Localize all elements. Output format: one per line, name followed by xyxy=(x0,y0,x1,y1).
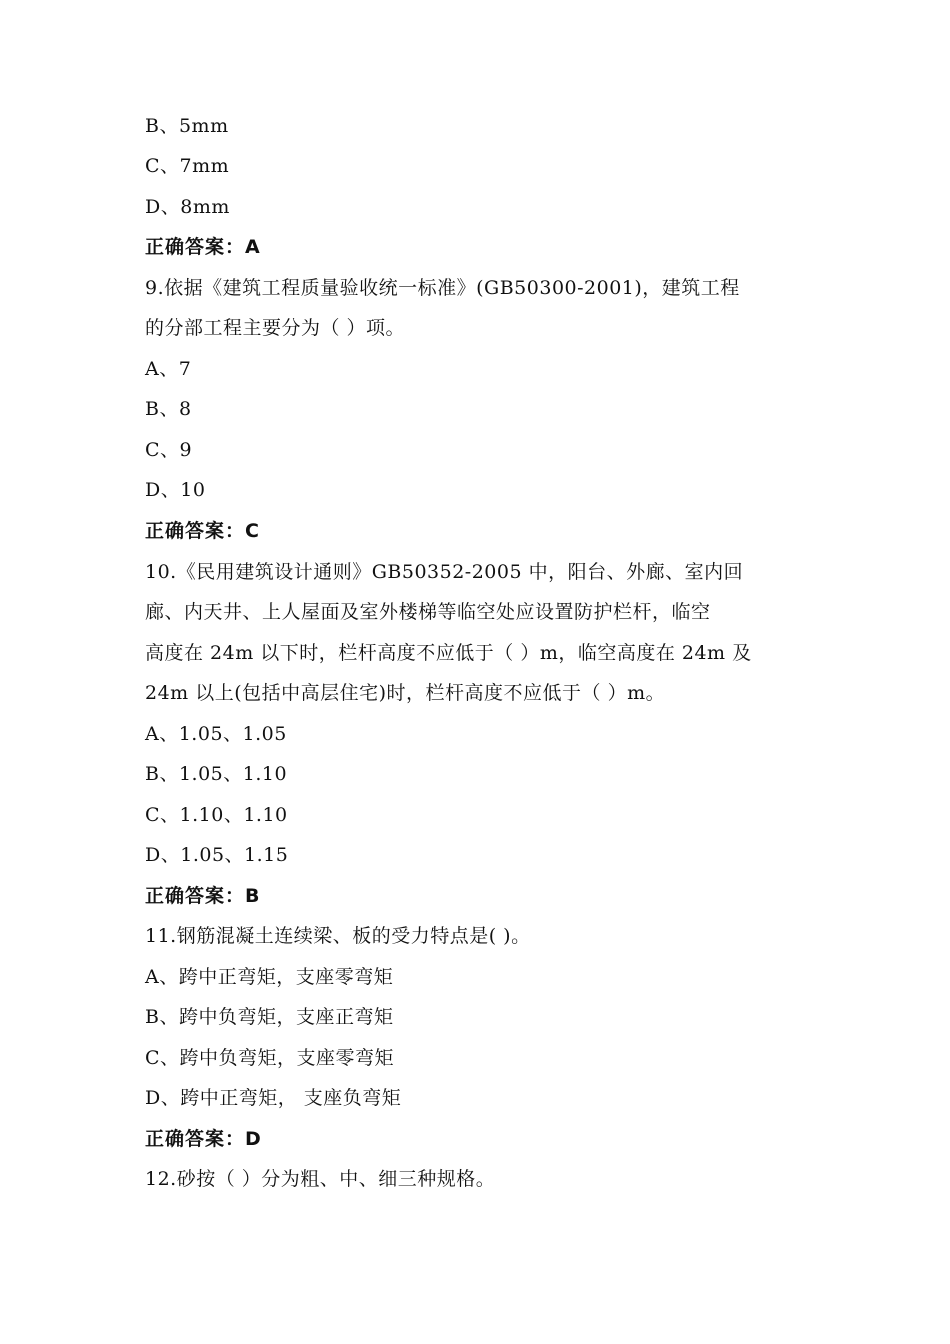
question-line: 10.《民用建筑设计通则》GB50352-2005 中，阳台、外廊、室内回 xyxy=(145,561,744,583)
answer-line: 正确答案：B xyxy=(145,885,261,907)
option-line: B、5mm xyxy=(145,115,229,137)
option-line: A、1.05、1.05 xyxy=(145,723,287,745)
option-line: B、8 xyxy=(145,398,192,420)
option-line: B、1.05、1.10 xyxy=(145,763,288,785)
option-line: D、1.05、1.15 xyxy=(145,844,289,866)
question-line: 廊、内天井、上人屋面及室外楼梯等临空处应设置防护栏杆，临空 xyxy=(145,601,711,623)
answer-line: 正确答案：C xyxy=(145,520,260,542)
option-line: D、8mm xyxy=(145,196,230,218)
option-line: C、7mm xyxy=(145,155,230,177)
option-line: A、跨中正弯矩，支座零弯矩 xyxy=(145,966,394,988)
question-line: 9.依据《建筑工程质量验收统一标准》(GB50300-2001)，建筑工程 xyxy=(145,277,740,299)
option-line: B、跨中负弯矩，支座正弯矩 xyxy=(145,1006,394,1028)
option-line: C、跨中负弯矩，支座零弯矩 xyxy=(145,1047,395,1069)
option-line: D、跨中正弯矩， 支座负弯矩 xyxy=(145,1087,402,1109)
option-line: C、1.10、1.10 xyxy=(145,804,288,826)
answer-line: 正确答案：A xyxy=(145,236,261,258)
answer-line: 正确答案：D xyxy=(145,1128,262,1150)
question-line: 11.钢筋混凝土连续梁、板的受力特点是( )。 xyxy=(145,925,531,947)
question-line: 12.砂按（ ）分为粗、中、细三种规格。 xyxy=(145,1168,496,1190)
question-line: 24m 以上(包括中高层住宅)时，栏杆高度不应低于（ ）m。 xyxy=(145,682,666,704)
option-line: D、10 xyxy=(145,479,206,501)
question-line: 高度在 24m 以下时，栏杆高度不应低于（ ）m，临空高度在 24m 及 xyxy=(145,642,752,664)
option-line: A、7 xyxy=(145,358,192,380)
option-line: C、9 xyxy=(145,439,193,461)
question-line: 的分部工程主要分为（ ）项。 xyxy=(145,317,406,339)
